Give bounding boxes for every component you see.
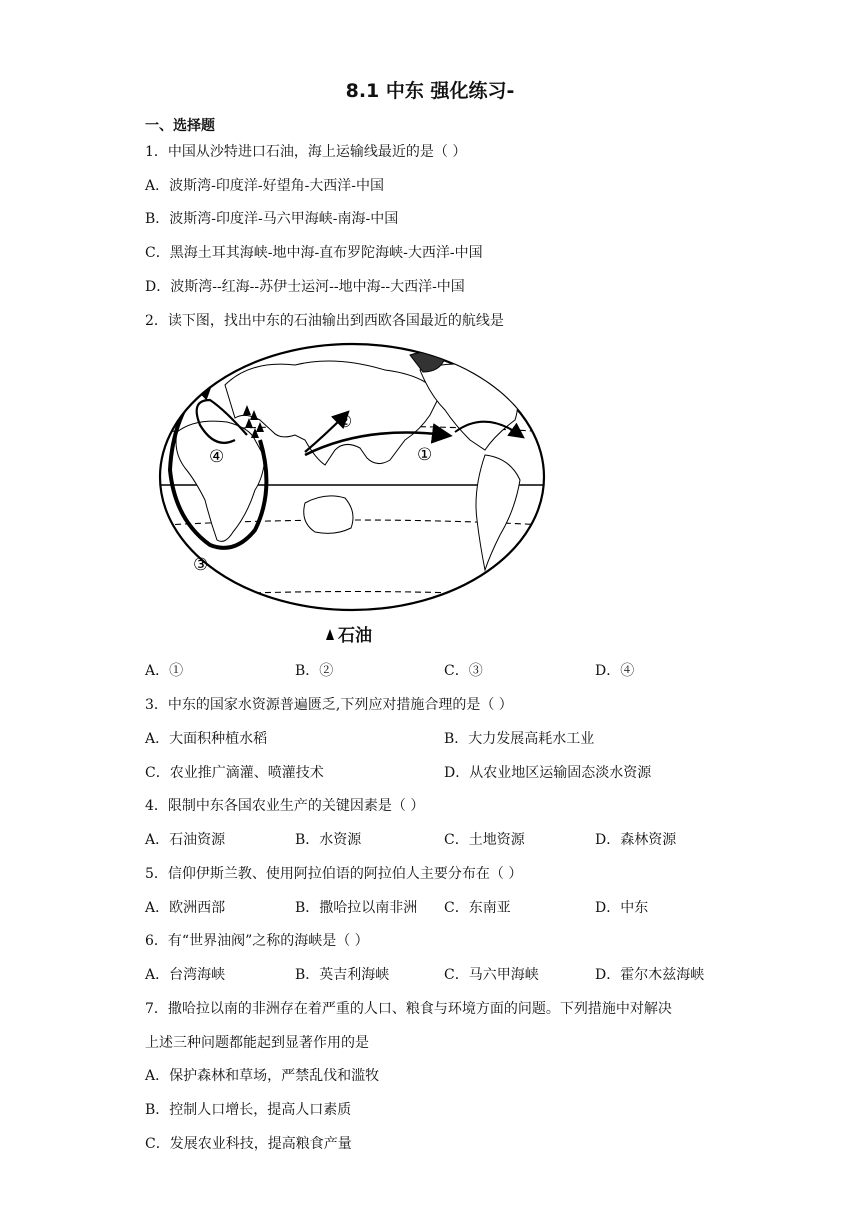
question-3-option-b: B．大力发展高耗水工业: [444, 731, 595, 747]
question-1-option-c: C．黑海土耳其海峡-地中海-直布罗陀海峡-大西洋-中国: [145, 245, 483, 261]
question-7-option-b: B．控制人口增长，提高人口素质: [145, 1102, 352, 1118]
question-6-option-a: A．台湾海峡: [145, 967, 226, 983]
page-title: 8.1 中东 强化练习-: [345, 80, 515, 102]
question-5-stem: 5．信仰伊斯兰教、使用阿拉伯语的阿拉伯人主要分布在（ ）: [145, 866, 523, 882]
question-4-option-b: B．水资源: [295, 832, 362, 848]
question-1-option-b: B．波斯湾-印度洋-马六甲海峡-南海-中国: [145, 211, 399, 227]
question-3-option-a: A．大面积种植水稻: [145, 731, 268, 747]
question-6-option-d: D．霍尔木兹海峡: [595, 967, 705, 983]
section-heading: 一、选择题: [145, 118, 215, 134]
question-2-option-d: D．④: [595, 663, 635, 679]
route-label-2: ②: [337, 412, 353, 432]
question-2-stem: 2．读下图，找出中东的石油输出到西欧各国最近的航线是: [145, 313, 504, 329]
question-4-option-d: D．森林资源: [595, 832, 677, 848]
question-4-option-a: A．石油资源: [145, 832, 226, 848]
route-label-4: ④: [209, 447, 225, 467]
question-5-option-c: C．东南亚: [444, 900, 511, 916]
question-7-stem-line-2: 上述三种问题都能起到显著作用的是: [145, 1035, 369, 1051]
question-4-stem: 4．限制中东各国农业生产的关键因素是（ ）: [145, 798, 425, 814]
question-1-stem: 1．中国从沙特进口石油，海上运输线最近的是（ ）: [145, 144, 467, 160]
world-oil-routes-map: [155, 340, 550, 645]
question-1-option-d: D．波斯湾--红海--苏伊士运河--地中海--大西洋-中国: [145, 279, 465, 295]
question-5-option-b: B．撒哈拉以南非洲: [295, 900, 418, 916]
question-6-option-c: C．马六甲海峡: [444, 967, 539, 983]
map-legend-label: 石油: [338, 626, 372, 646]
route-label-1: ①: [417, 445, 433, 465]
question-5-option-a: A．欧洲西部: [145, 900, 226, 916]
question-5-option-d: D．中东: [595, 900, 649, 916]
australia-landmass: [304, 496, 353, 533]
question-2-option-c: C．③: [444, 663, 483, 679]
question-2-option-a: A．①: [145, 663, 184, 679]
route-label-3: ③: [193, 555, 209, 575]
oil-triangle-icon: [326, 629, 334, 640]
question-6-stem: 6．有“世界油阀”之称的海峡是（ ）: [145, 933, 369, 949]
question-2-option-b: B．②: [295, 663, 334, 679]
question-4-option-c: C．土地资源: [444, 832, 525, 848]
question-3-option-c: C．农业推广滴灌、喷灌技术: [145, 765, 324, 781]
question-7-stem-line-1: 7．撒哈拉以南的非洲存在着严重的人口、粮食与环境方面的问题。下列措施中对解决: [145, 1001, 672, 1017]
question-7-option-c: C．发展农业科技，提高粮食产量: [145, 1136, 352, 1152]
question-7-option-a: A．保护森林和草场，严禁乱伐和滥牧: [145, 1068, 380, 1084]
map-legend: [326, 621, 372, 646]
question-6-option-b: B．英吉利海峡: [295, 967, 390, 983]
question-3-stem: 3．中东的国家水资源普遍匮乏,下列应对措施合理的是（ ）: [145, 697, 513, 713]
question-3-option-d: D．从农业地区运输固态淡水资源: [444, 765, 652, 781]
question-1-option-a: A．波斯湾-印度洋-好望角-大西洋-中国: [145, 178, 385, 194]
